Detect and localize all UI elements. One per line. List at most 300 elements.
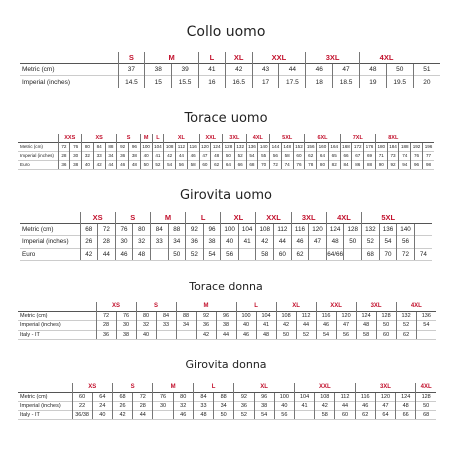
table-cell: 19 bbox=[359, 76, 386, 89]
table-cell: 136 bbox=[416, 311, 436, 321]
table-cell bbox=[176, 330, 196, 340]
table-cell bbox=[150, 248, 168, 261]
girovita-donna-table bbox=[18, 383, 436, 420]
table-cell: 160 bbox=[317, 142, 329, 151]
table-cell: 68 bbox=[112, 392, 132, 401]
table-cell: 180 bbox=[375, 142, 387, 151]
table-cell: 50 bbox=[386, 63, 413, 76]
table-cell: 132 bbox=[396, 311, 416, 321]
table-cell: 100 bbox=[236, 311, 256, 321]
table-cell: 54 bbox=[379, 236, 397, 249]
table-cell: 36 bbox=[186, 236, 204, 249]
table-cell: 72 bbox=[58, 142, 70, 151]
table-cell: 52 bbox=[234, 151, 246, 160]
table-cell: 65 bbox=[328, 151, 340, 160]
table-cell: 188 bbox=[399, 142, 411, 151]
row-label: Imperial (inches) bbox=[18, 151, 58, 160]
table-cell: 128 bbox=[376, 311, 396, 321]
table-cell: 62 bbox=[291, 248, 309, 261]
table-cell: 32 bbox=[173, 401, 193, 410]
table-cell: 58 bbox=[281, 151, 293, 160]
size-label: XL bbox=[234, 383, 295, 392]
size-label: XL bbox=[221, 212, 256, 223]
row-label: Euro bbox=[20, 248, 80, 261]
table-cell: 46 bbox=[173, 410, 193, 419]
table-cell: 128 bbox=[416, 392, 436, 401]
table-cell: 56 bbox=[270, 151, 282, 160]
table-cell: 50 bbox=[416, 401, 436, 410]
table-cell: 80 bbox=[133, 223, 151, 236]
table-cell bbox=[309, 248, 327, 261]
table-cell: 62 bbox=[396, 330, 416, 340]
table-cell: 36/38 bbox=[72, 410, 92, 419]
table-cell: 120 bbox=[309, 223, 327, 236]
table-cell: 39 bbox=[172, 63, 199, 76]
size-label: M bbox=[150, 212, 185, 223]
header-spacer bbox=[20, 52, 118, 63]
table-cell: 58 bbox=[356, 330, 376, 340]
table-cell: 67 bbox=[352, 151, 364, 160]
table-cell: 46 bbox=[187, 151, 199, 160]
table-cell: 74 bbox=[399, 151, 411, 160]
table-row bbox=[18, 321, 436, 331]
table-cell: 52 bbox=[152, 160, 164, 169]
table-row bbox=[18, 151, 434, 160]
size-label: XL bbox=[164, 134, 199, 142]
table-cell: 64 bbox=[92, 392, 112, 401]
table-cell: 48 bbox=[326, 236, 344, 249]
table-cell: 68 bbox=[416, 410, 436, 419]
table-cell: 36 bbox=[196, 321, 216, 331]
table-cell: 44 bbox=[216, 330, 236, 340]
row-label: Italy - IT bbox=[18, 410, 72, 419]
table-cell: 44 bbox=[105, 160, 117, 169]
table-cell: 54 bbox=[254, 410, 274, 419]
table-cell: 80 bbox=[82, 142, 94, 151]
table-cell: 176 bbox=[364, 142, 376, 151]
table-cell: 124 bbox=[356, 311, 376, 321]
table-cell: 18 bbox=[306, 76, 333, 89]
table-cell: 40 bbox=[82, 160, 94, 169]
table-cell: 100 bbox=[221, 223, 239, 236]
table-cell: 84 bbox=[150, 223, 168, 236]
table-cell: 84 bbox=[193, 392, 213, 401]
table-cell: 46 bbox=[115, 248, 133, 261]
size-label: XS bbox=[96, 302, 136, 311]
table-cell: 128 bbox=[344, 223, 362, 236]
row-label: Metric (cm) bbox=[20, 63, 118, 76]
table-cell: 43 bbox=[252, 63, 279, 76]
table-cell: 36 bbox=[234, 401, 254, 410]
table-cell: 164 bbox=[328, 142, 340, 151]
size-label: 4XL bbox=[246, 134, 270, 142]
table-cell: 120 bbox=[375, 392, 395, 401]
table-cell: 56 bbox=[336, 330, 356, 340]
table-cell: 60 bbox=[335, 410, 355, 419]
table-cell: 52 bbox=[234, 410, 254, 419]
table-cell: 80 bbox=[173, 392, 193, 401]
row-label: Italy - IT bbox=[18, 330, 96, 340]
table-cell: 50 bbox=[223, 151, 235, 160]
table-cell bbox=[153, 410, 173, 419]
row-label: Metric (cm) bbox=[20, 223, 80, 236]
table-cell: 62 bbox=[305, 151, 317, 160]
table-cell: 38 bbox=[129, 151, 141, 160]
table-cell: 104 bbox=[238, 223, 256, 236]
table-cell: 34 bbox=[176, 321, 196, 331]
table-cell: 41 bbox=[238, 236, 256, 249]
size-label: XS bbox=[72, 383, 112, 392]
table-cell: 72 bbox=[96, 311, 116, 321]
table-cell: 50 bbox=[140, 160, 152, 169]
size-header-row bbox=[20, 212, 432, 223]
table-cell: 38 bbox=[116, 330, 136, 340]
table-cell: 40 bbox=[136, 330, 156, 340]
table-cell: 38 bbox=[216, 321, 236, 331]
table-cell bbox=[156, 330, 176, 340]
table-cell: 98 bbox=[422, 160, 434, 169]
size-label: 5XL bbox=[270, 134, 305, 142]
table-cell: 51 bbox=[413, 63, 440, 76]
table-cell: 88 bbox=[168, 223, 186, 236]
size-label: XL bbox=[225, 52, 252, 63]
table-cell: 60 bbox=[293, 151, 305, 160]
table-cell: 56 bbox=[221, 248, 239, 261]
table-cell: 46 bbox=[316, 321, 336, 331]
table-row bbox=[18, 401, 436, 410]
size-label: 4XL bbox=[396, 302, 436, 311]
table-cell: 50 bbox=[376, 321, 396, 331]
table-cell: 60 bbox=[72, 392, 92, 401]
table-cell: 48 bbox=[256, 330, 276, 340]
table-cell: 64 bbox=[375, 410, 395, 419]
size-label: L bbox=[186, 212, 221, 223]
table-cell: 33 bbox=[193, 401, 213, 410]
table-cell: 104 bbox=[152, 142, 164, 151]
table-cell: 17 bbox=[252, 76, 279, 89]
collo-uomo-title: Collo uomo bbox=[186, 24, 266, 40]
table-cell: 108 bbox=[164, 142, 176, 151]
table-cell: 30 bbox=[70, 151, 82, 160]
size-header-row bbox=[18, 134, 434, 142]
table-cell: 112 bbox=[274, 223, 292, 236]
size-header-row bbox=[20, 52, 440, 63]
table-cell: 28 bbox=[133, 401, 153, 410]
table-cell: 124 bbox=[396, 392, 416, 401]
table-cell: 80 bbox=[317, 160, 329, 169]
table-cell: 88 bbox=[364, 160, 376, 169]
table-cell: 48 bbox=[359, 63, 386, 76]
row-label: Metric (cm) bbox=[18, 311, 96, 321]
size-label: 3XL bbox=[223, 134, 247, 142]
table-cell: 34 bbox=[105, 151, 117, 160]
table-cell: 42 bbox=[256, 236, 274, 249]
table-cell: 112 bbox=[296, 311, 316, 321]
table-cell: 42 bbox=[164, 151, 176, 160]
table-row bbox=[20, 223, 432, 236]
table-cell: 72 bbox=[133, 392, 153, 401]
torace-donna-title: Torace donna bbox=[189, 280, 263, 293]
table-cell: 184 bbox=[387, 142, 399, 151]
table-cell: 62 bbox=[211, 160, 223, 169]
table-cell: 42 bbox=[196, 330, 216, 340]
size-label: L bbox=[152, 134, 164, 142]
table-cell: 88 bbox=[176, 311, 196, 321]
table-cell: 58 bbox=[187, 160, 199, 169]
table-cell: 68 bbox=[80, 223, 98, 236]
size-label: M bbox=[140, 134, 152, 142]
table-cell: 40 bbox=[92, 410, 112, 419]
table-cell: 44 bbox=[98, 248, 116, 261]
table-cell: 40 bbox=[274, 401, 294, 410]
table-cell: 44 bbox=[335, 401, 355, 410]
table-cell: 72 bbox=[98, 223, 116, 236]
table-row bbox=[20, 236, 432, 249]
table-cell: 68 bbox=[246, 160, 258, 169]
size-label: 4XL bbox=[326, 212, 361, 223]
table-cell: 72 bbox=[270, 160, 282, 169]
size-label: M bbox=[153, 383, 193, 392]
table-cell: 108 bbox=[315, 392, 335, 401]
torace-uomo-title: Torace uomo bbox=[184, 111, 268, 126]
collo-uomo-table bbox=[20, 52, 440, 88]
table-row bbox=[20, 63, 440, 76]
table-cell bbox=[344, 248, 362, 261]
table-cell: 116 bbox=[316, 311, 336, 321]
table-cell: 64 bbox=[317, 151, 329, 160]
table-cell: 77 bbox=[422, 151, 434, 160]
table-cell: 19.5 bbox=[386, 76, 413, 89]
size-label: XXL bbox=[199, 134, 223, 142]
table-cell: 30 bbox=[115, 236, 133, 249]
table-cell: 33 bbox=[156, 321, 176, 331]
table-cell: 136 bbox=[246, 142, 258, 151]
torace-donna-table bbox=[18, 302, 436, 340]
table-cell: 104 bbox=[256, 311, 276, 321]
table-cell: 116 bbox=[355, 392, 375, 401]
table-cell: 42 bbox=[80, 248, 98, 261]
table-cell: 40 bbox=[236, 321, 256, 331]
table-cell: 124 bbox=[326, 223, 344, 236]
size-label: 7XL bbox=[340, 134, 375, 142]
table-cell bbox=[294, 410, 314, 419]
table-cell: 47 bbox=[333, 63, 360, 76]
table-cell: 18.5 bbox=[333, 76, 360, 89]
size-label: S bbox=[117, 134, 141, 142]
row-label: Imperial (inches) bbox=[20, 76, 118, 89]
table-cell: 41 bbox=[152, 151, 164, 160]
table-cell: 70 bbox=[258, 160, 270, 169]
table-cell bbox=[414, 223, 432, 236]
table-cell: 104 bbox=[294, 392, 314, 401]
table-cell: 56 bbox=[176, 160, 188, 169]
table-cell: 44 bbox=[274, 236, 292, 249]
table-cell: 136 bbox=[379, 223, 397, 236]
table-cell: 140 bbox=[258, 142, 270, 151]
table-cell: 100 bbox=[140, 142, 152, 151]
table-cell: 16.5 bbox=[225, 76, 252, 89]
table-row bbox=[18, 330, 436, 340]
table-cell: 96 bbox=[129, 142, 141, 151]
table-cell: 100 bbox=[274, 392, 294, 401]
size-label: 6XL bbox=[305, 134, 340, 142]
table-cell: 54 bbox=[316, 330, 336, 340]
table-cell: 168 bbox=[340, 142, 352, 151]
header-spacer bbox=[18, 134, 58, 142]
row-label: Metric (cm) bbox=[18, 392, 72, 401]
table-cell: 112 bbox=[335, 392, 355, 401]
table-cell: 64 bbox=[223, 160, 235, 169]
table-cell: 84 bbox=[156, 311, 176, 321]
table-cell: 54 bbox=[203, 248, 221, 261]
table-cell: 47 bbox=[309, 236, 327, 249]
table-cell: 48 bbox=[129, 160, 141, 169]
header-spacer bbox=[18, 302, 96, 311]
table-cell: 76 bbox=[116, 311, 136, 321]
size-label: S bbox=[112, 383, 152, 392]
table-cell: 76 bbox=[153, 392, 173, 401]
size-label: 3XL bbox=[306, 52, 360, 63]
table-cell bbox=[416, 330, 436, 340]
size-label: 4XL bbox=[416, 383, 436, 392]
size-label: 8XL bbox=[375, 134, 410, 142]
table-cell: 148 bbox=[281, 142, 293, 151]
table-row bbox=[18, 392, 436, 401]
table-cell: 46 bbox=[291, 236, 309, 249]
size-label: XS bbox=[82, 134, 117, 142]
table-cell: 34 bbox=[214, 401, 234, 410]
size-label: XXL bbox=[294, 383, 355, 392]
table-cell: 36 bbox=[117, 151, 129, 160]
table-cell: 74 bbox=[414, 248, 432, 261]
table-cell: 16 bbox=[198, 76, 225, 89]
size-label: S bbox=[115, 212, 150, 223]
table-cell: 52 bbox=[362, 236, 380, 249]
table-cell: 54 bbox=[246, 151, 258, 160]
table-cell: 48 bbox=[133, 248, 151, 261]
table-cell: 128 bbox=[223, 142, 235, 151]
table-cell: 96 bbox=[216, 311, 236, 321]
table-cell: 50 bbox=[214, 410, 234, 419]
table-cell: 28 bbox=[98, 236, 116, 249]
table-cell: 30 bbox=[116, 321, 136, 331]
table-cell: 44 bbox=[176, 151, 188, 160]
table-cell: 42 bbox=[112, 410, 132, 419]
table-cell: 20 bbox=[413, 76, 440, 89]
size-label: 3XL bbox=[356, 302, 396, 311]
row-label: Imperial (inches) bbox=[18, 401, 72, 410]
table-cell: 70 bbox=[379, 248, 397, 261]
size-label: 3XL bbox=[355, 383, 416, 392]
table-cell: 71 bbox=[375, 151, 387, 160]
table-cell: 41 bbox=[294, 401, 314, 410]
table-cell: 44 bbox=[279, 63, 306, 76]
size-label: S bbox=[118, 52, 145, 63]
table-cell: 40 bbox=[221, 236, 239, 249]
table-cell: 44 bbox=[133, 410, 153, 419]
size-label: 3XL bbox=[291, 212, 326, 223]
table-cell: 144 bbox=[270, 142, 282, 151]
table-cell: 60 bbox=[376, 330, 396, 340]
table-row bbox=[18, 160, 434, 169]
girovita-donna-title: Girovita donna bbox=[185, 358, 267, 371]
table-cell: 44 bbox=[296, 321, 316, 331]
table-cell: 47 bbox=[375, 401, 395, 410]
table-cell: 108 bbox=[256, 223, 274, 236]
size-label: 5XL bbox=[362, 212, 415, 223]
table-cell: 50 bbox=[276, 330, 296, 340]
table-cell: 76 bbox=[411, 151, 423, 160]
table-cell: 52 bbox=[396, 321, 416, 331]
table-cell: 66 bbox=[340, 151, 352, 160]
table-cell: 69 bbox=[364, 151, 376, 160]
table-cell: 96 bbox=[411, 160, 423, 169]
table-cell: 52 bbox=[186, 248, 204, 261]
table-cell: 42 bbox=[93, 160, 105, 169]
table-cell: 38 bbox=[70, 160, 82, 169]
table-cell: 41 bbox=[256, 321, 276, 331]
header-spacer bbox=[20, 212, 80, 223]
table-cell: 58 bbox=[315, 410, 335, 419]
table-cell: 22 bbox=[72, 401, 92, 410]
table-cell: 62 bbox=[355, 410, 375, 419]
size-label: S bbox=[136, 302, 176, 311]
table-cell: 96 bbox=[203, 223, 221, 236]
table-cell: 33 bbox=[150, 236, 168, 249]
table-cell: 32 bbox=[136, 321, 156, 331]
table-cell bbox=[238, 248, 256, 261]
table-row bbox=[18, 311, 436, 321]
size-label: XS bbox=[80, 212, 115, 223]
table-cell: 48 bbox=[193, 410, 213, 419]
size-label: M bbox=[176, 302, 236, 311]
table-cell: 124 bbox=[211, 142, 223, 151]
table-cell: 48 bbox=[356, 321, 376, 331]
table-cell: 68 bbox=[362, 248, 380, 261]
table-cell: 140 bbox=[397, 223, 415, 236]
table-cell: 46 bbox=[306, 63, 333, 76]
table-cell: 36 bbox=[58, 160, 70, 169]
table-cell: 28 bbox=[96, 321, 116, 331]
table-cell: 96 bbox=[254, 392, 274, 401]
table-cell: 42 bbox=[276, 321, 296, 331]
row-label: Euro bbox=[18, 160, 58, 169]
table-cell: 156 bbox=[305, 142, 317, 151]
table-cell: 52 bbox=[296, 330, 316, 340]
table-row bbox=[20, 248, 432, 261]
table-cell: 33 bbox=[93, 151, 105, 160]
table-cell: 24 bbox=[92, 401, 112, 410]
table-cell: 40 bbox=[140, 151, 152, 160]
table-cell: 86 bbox=[352, 160, 364, 169]
table-row bbox=[18, 410, 436, 419]
table-cell: 32 bbox=[82, 151, 94, 160]
table-cell: 120 bbox=[336, 311, 356, 321]
table-cell: 72 bbox=[397, 248, 415, 261]
table-cell: 94 bbox=[399, 160, 411, 169]
table-cell: 28 bbox=[58, 151, 70, 160]
girovita-uomo-title: Girovita uomo bbox=[179, 188, 272, 203]
torace-uomo-table bbox=[18, 134, 434, 170]
size-label: L bbox=[193, 383, 233, 392]
table-cell: 46 bbox=[117, 160, 129, 169]
table-cell: 42 bbox=[225, 63, 252, 76]
size-label: XXL bbox=[316, 302, 356, 311]
table-cell: 54 bbox=[164, 160, 176, 169]
table-cell: 32 bbox=[133, 236, 151, 249]
table-cell: 14.5 bbox=[118, 76, 145, 89]
table-cell: 56 bbox=[274, 410, 294, 419]
